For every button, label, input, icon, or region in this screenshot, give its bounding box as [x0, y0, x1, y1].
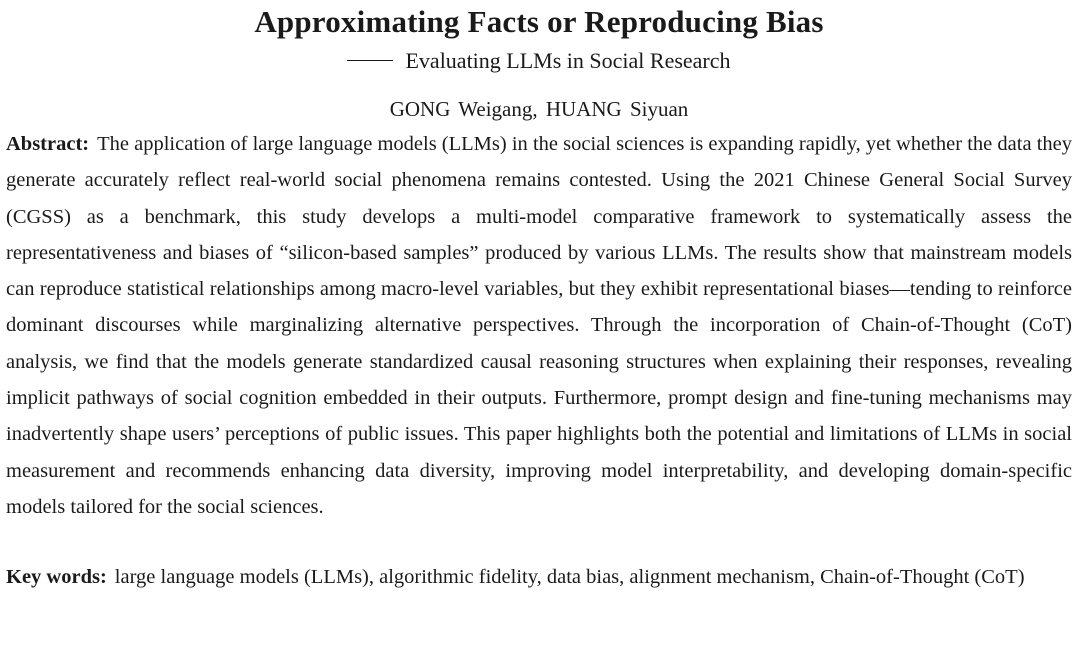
- paper-subtitle: [6, 46, 1072, 76]
- abstract-label: Abstract:: [6, 133, 90, 155]
- keywords-paragraph: [6, 559, 1072, 595]
- subtitle-text: Evaluating LLMs in Social Research: [405, 48, 731, 73]
- abstract-text: The application of large language models (LLMs) in the social sciences is expanding rapidly, yet whether the data they generate accurately reflect real-world social phenomena remains contested. Using the 2021 Chinese General Social Survey (CGSS) as a benchmark, this study develops a multi-model comparative framework to systematically assess the representativeness and biases of “silicon-based samples” produced by various LLMs. The results show that mainstream models can reproduce statistical relationships among macro-level variables, but they exhibit representational biases—tending to reinforce dominant discourses while marginalizing alternative perspectives. Through the incorporation of Chain-of-Thought (CoT) analysis, we find that the models generate standardized causal reasoning structures when explaining their responses, revealing implicit pathways of social cognition embedded in their outputs. Furthermore, prompt design and fine-tuning mechanisms may inadvertently shape users’ perceptions of public issues. This paper highlights both the potential and limitations of LLMs in social measurement and recommends enhancing data diversity, improving model interpretability, and developing domain-specific models tailored for the social sciences.: [6, 133, 1072, 518]
- abstract-paragraph: [6, 126, 1072, 525]
- keywords-text: large language models (LLMs), algorithmic fidelity, data bias, alignment mechanism, Chain-of-Thought (CoT): [114, 566, 1025, 589]
- subtitle-dash: [347, 60, 393, 61]
- keywords-label: Key words:: [6, 566, 107, 589]
- paper-title: Approximating Facts or Reproducing Bias: [254, 4, 824, 39]
- author-list: GONG Weigang, HUANG Siyuan: [389, 97, 689, 121]
